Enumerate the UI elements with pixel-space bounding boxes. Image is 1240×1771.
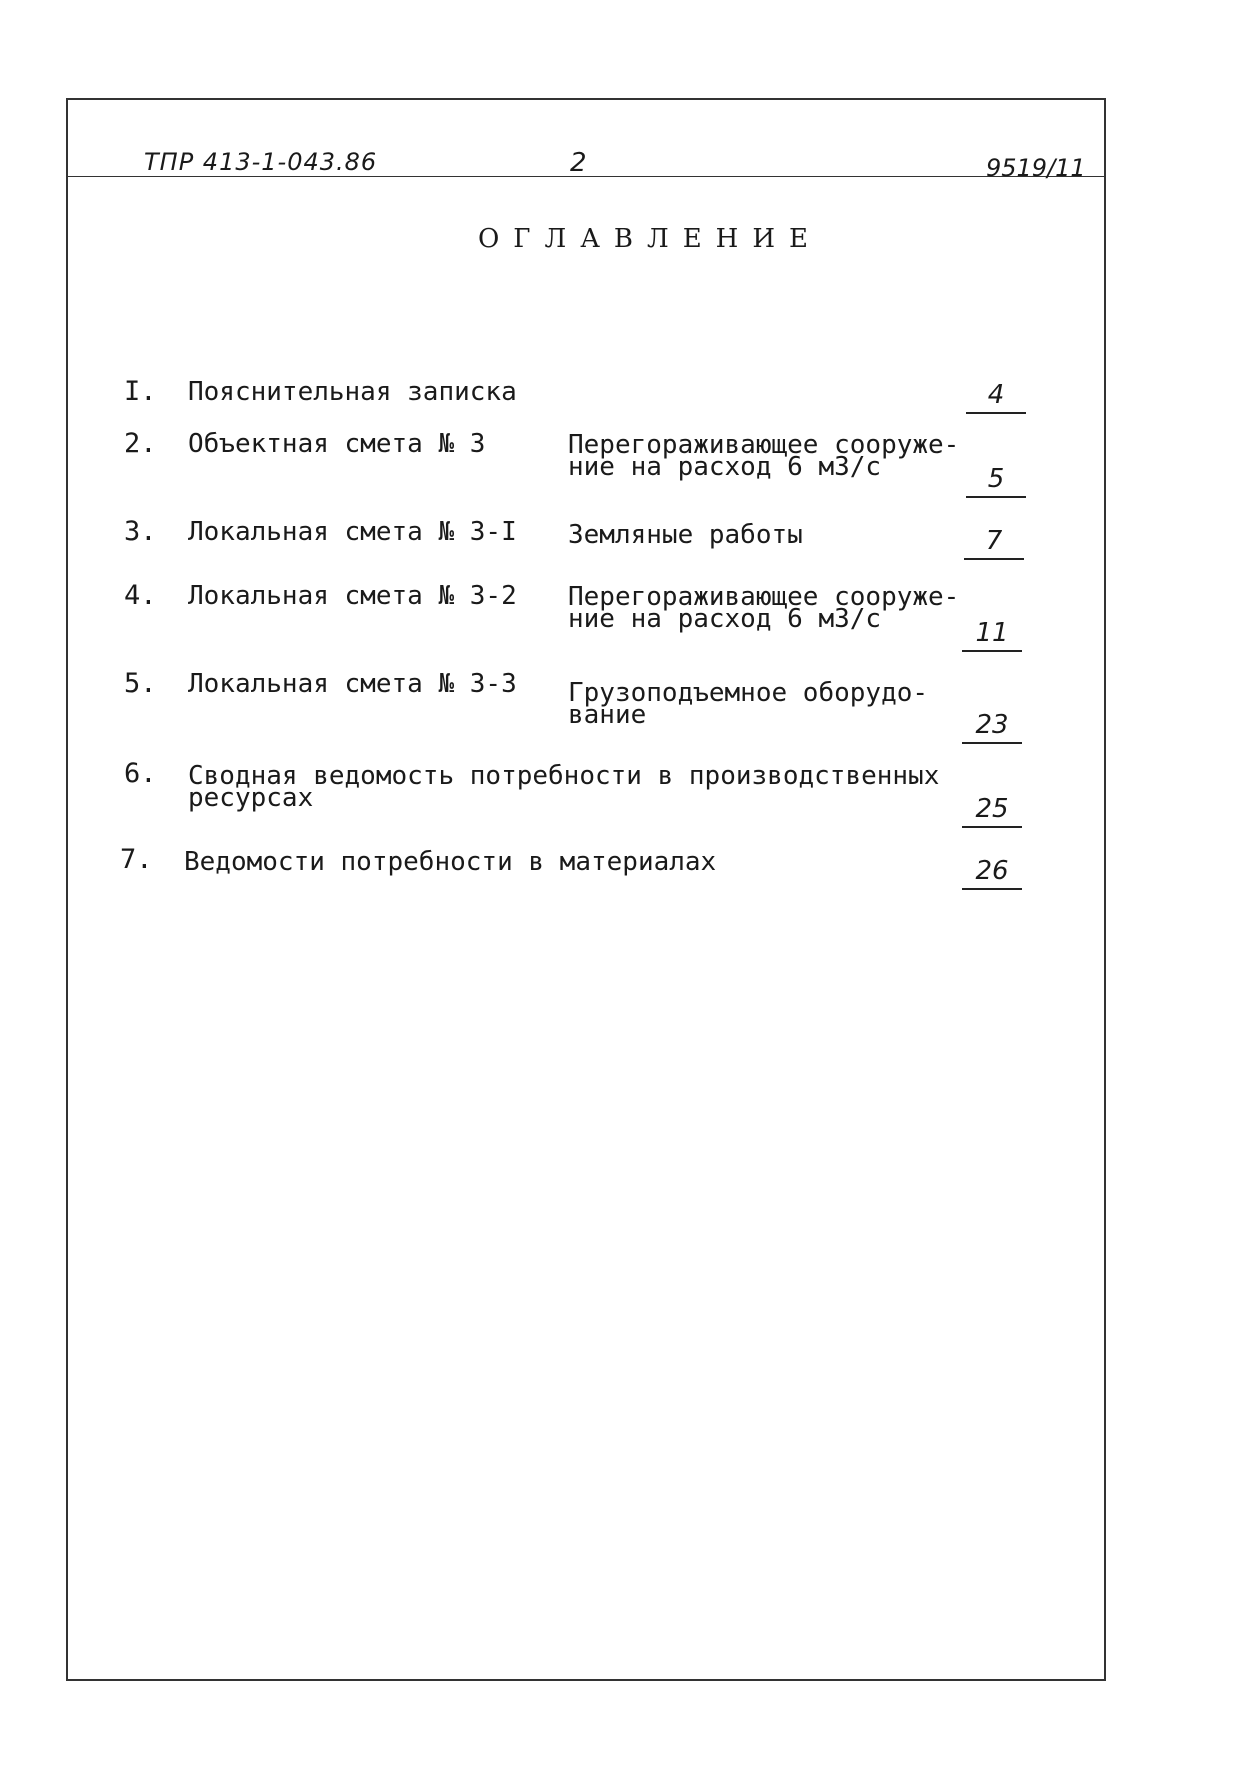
entry-number: 3. [124, 516, 157, 547]
entry-description-line: ние на расход 6 м3/с [568, 452, 882, 482]
entry-label: ресурсах [188, 783, 314, 813]
entry-description-line: Грузоподъемное оборудо- [568, 678, 929, 708]
entry-label: Локальная смета № 3-3 [188, 669, 517, 699]
header-rule [68, 176, 1106, 177]
entry-description-line: вание [568, 700, 647, 730]
entry-number: 7. [120, 844, 153, 875]
entry-label: Локальная смета № 3-I [188, 517, 517, 547]
entry-number: 6. [124, 758, 157, 789]
entry-description-line: ние на расход 6 м3/с [568, 604, 882, 634]
page-title: ОГЛАВЛЕНИЕ [477, 224, 823, 254]
entry-number: I. [124, 376, 157, 407]
entry-number: 5. [124, 668, 157, 699]
entry-page: 11 [962, 618, 1022, 652]
archive-number: 9519/11 [986, 154, 1086, 182]
entry-page: 25 [962, 794, 1022, 828]
entry-label: Пояснительная записка [188, 377, 517, 407]
entry-label: Объектная смета № 3 [188, 429, 486, 459]
page-frame [66, 98, 1106, 1681]
entry-page: 5 [966, 464, 1026, 498]
entry-page: 23 [962, 710, 1022, 744]
entry-number: 2. [124, 428, 157, 459]
entry-page: 4 [966, 380, 1026, 414]
entry-description-line: Перегораживающее сооруже- [568, 430, 960, 460]
entry-page: 26 [962, 856, 1022, 890]
entry-description-line: Перегораживающее сооруже- [568, 582, 960, 612]
entry-label: Сводная ведомость потребности в производственных [188, 761, 940, 791]
entry-page: 7 [964, 526, 1024, 560]
entry-number: 4. [124, 580, 157, 611]
entry-description-line: Земляные работы [568, 520, 803, 550]
document-code: ТПР 413-1-043.86 [144, 148, 378, 176]
entry-label: Ведомости потребности в материалах [184, 847, 717, 877]
entry-label: Локальная смета № 3-2 [188, 581, 517, 611]
page-number: 2 [570, 148, 587, 178]
